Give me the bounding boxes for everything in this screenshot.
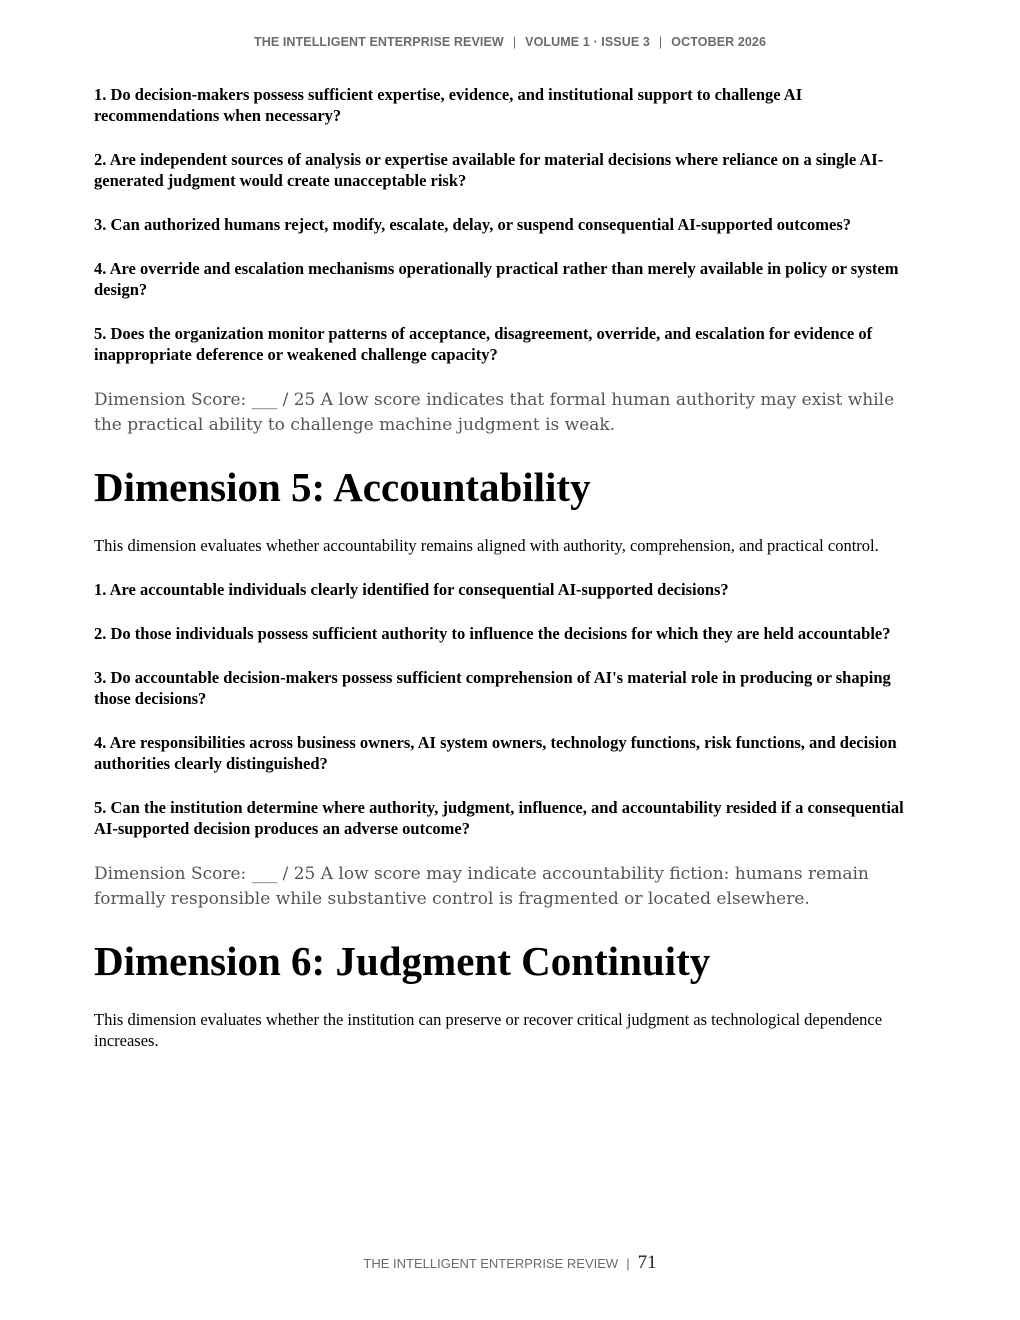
running-footer [0, 1252, 1020, 1274]
header-publication: THE INTELLIGENT ENTERPRISE REVIEW [253, 35, 504, 49]
header-separator: | [658, 35, 663, 49]
article-body [94, 84, 926, 1074]
question-item: 4. Are responsibilities across business owners, AI system owners, technology functions, risk functions, and decision authorities clearly distinguished? [94, 733, 897, 773]
dimension-score-note: Dimension Score: ___ / 25 A low score indicates that formal human authority may exist while the practical ability to challenge machine judgment is weak. [94, 390, 895, 435]
question-item: 3. Can authorized humans reject, modify, escalate, delay, or suspend consequential AI-supported outcomes? [94, 215, 852, 234]
question-item: 1. Do decision-makers possess sufficient expertise, evidence, and institutional support to challenge AI recommendations when necessary? [94, 85, 803, 125]
question-item: 3. Do accountable decision-makers possess sufficient comprehension of AI's material role in producing or shaping those decisions? [94, 668, 891, 708]
question-item: 5. Does the organization monitor patterns of acceptance, disagreement, override, and escalation for evidence of inappropriate deference or weakened challenge capacity? [94, 324, 873, 364]
dimension-heading: Dimension 5: Accountability [94, 464, 591, 510]
question-item: 5. Can the institution determine where authority, judgment, influence, and accountability resided if a consequential AI-supported decision produces an adverse outcome? [94, 798, 904, 838]
dimension-intro: This dimension evaluates whether the institution can preserve or recover critical judgment as technological dependence increases. [94, 1010, 883, 1050]
footer-separator: | [626, 1256, 630, 1271]
header-issue: VOLUME 1 · ISSUE 3 [525, 35, 650, 49]
question-item: 2. Do those individuals possess sufficient authority to influence the decisions for which they are held accountable? [94, 624, 891, 643]
dimension-score-note: Dimension Score: ___ / 25 A low score may indicate accountability fiction: humans remain formally responsible while substantive control is fragmented or located elsewhere. [94, 864, 869, 909]
dimension-heading: Dimension 6: Judgment Continuity [94, 938, 711, 984]
question-item: 2. Are independent sources of analysis or expertise available for material decisions where reliance on a single AI-generated judgment would create unacceptable risk? [94, 150, 884, 190]
footer-publication: THE INTELLIGENT ENTERPRISE REVIEW [363, 1256, 619, 1271]
page-number: 71 [637, 1252, 657, 1273]
dimension-intro: This dimension evaluates whether accountability remains aligned with authority, comprehension, and practical control. [94, 536, 879, 555]
header-date: OCTOBER 2026 [671, 35, 767, 49]
question-item: 1. Are accountable individuals clearly identified for consequential AI-supported decisions? [94, 580, 729, 599]
running-header [0, 35, 1020, 49]
header-separator: | [512, 35, 517, 49]
question-item: 4. Are override and escalation mechanisms operationally practical rather than merely available in policy or system design? [94, 259, 899, 299]
